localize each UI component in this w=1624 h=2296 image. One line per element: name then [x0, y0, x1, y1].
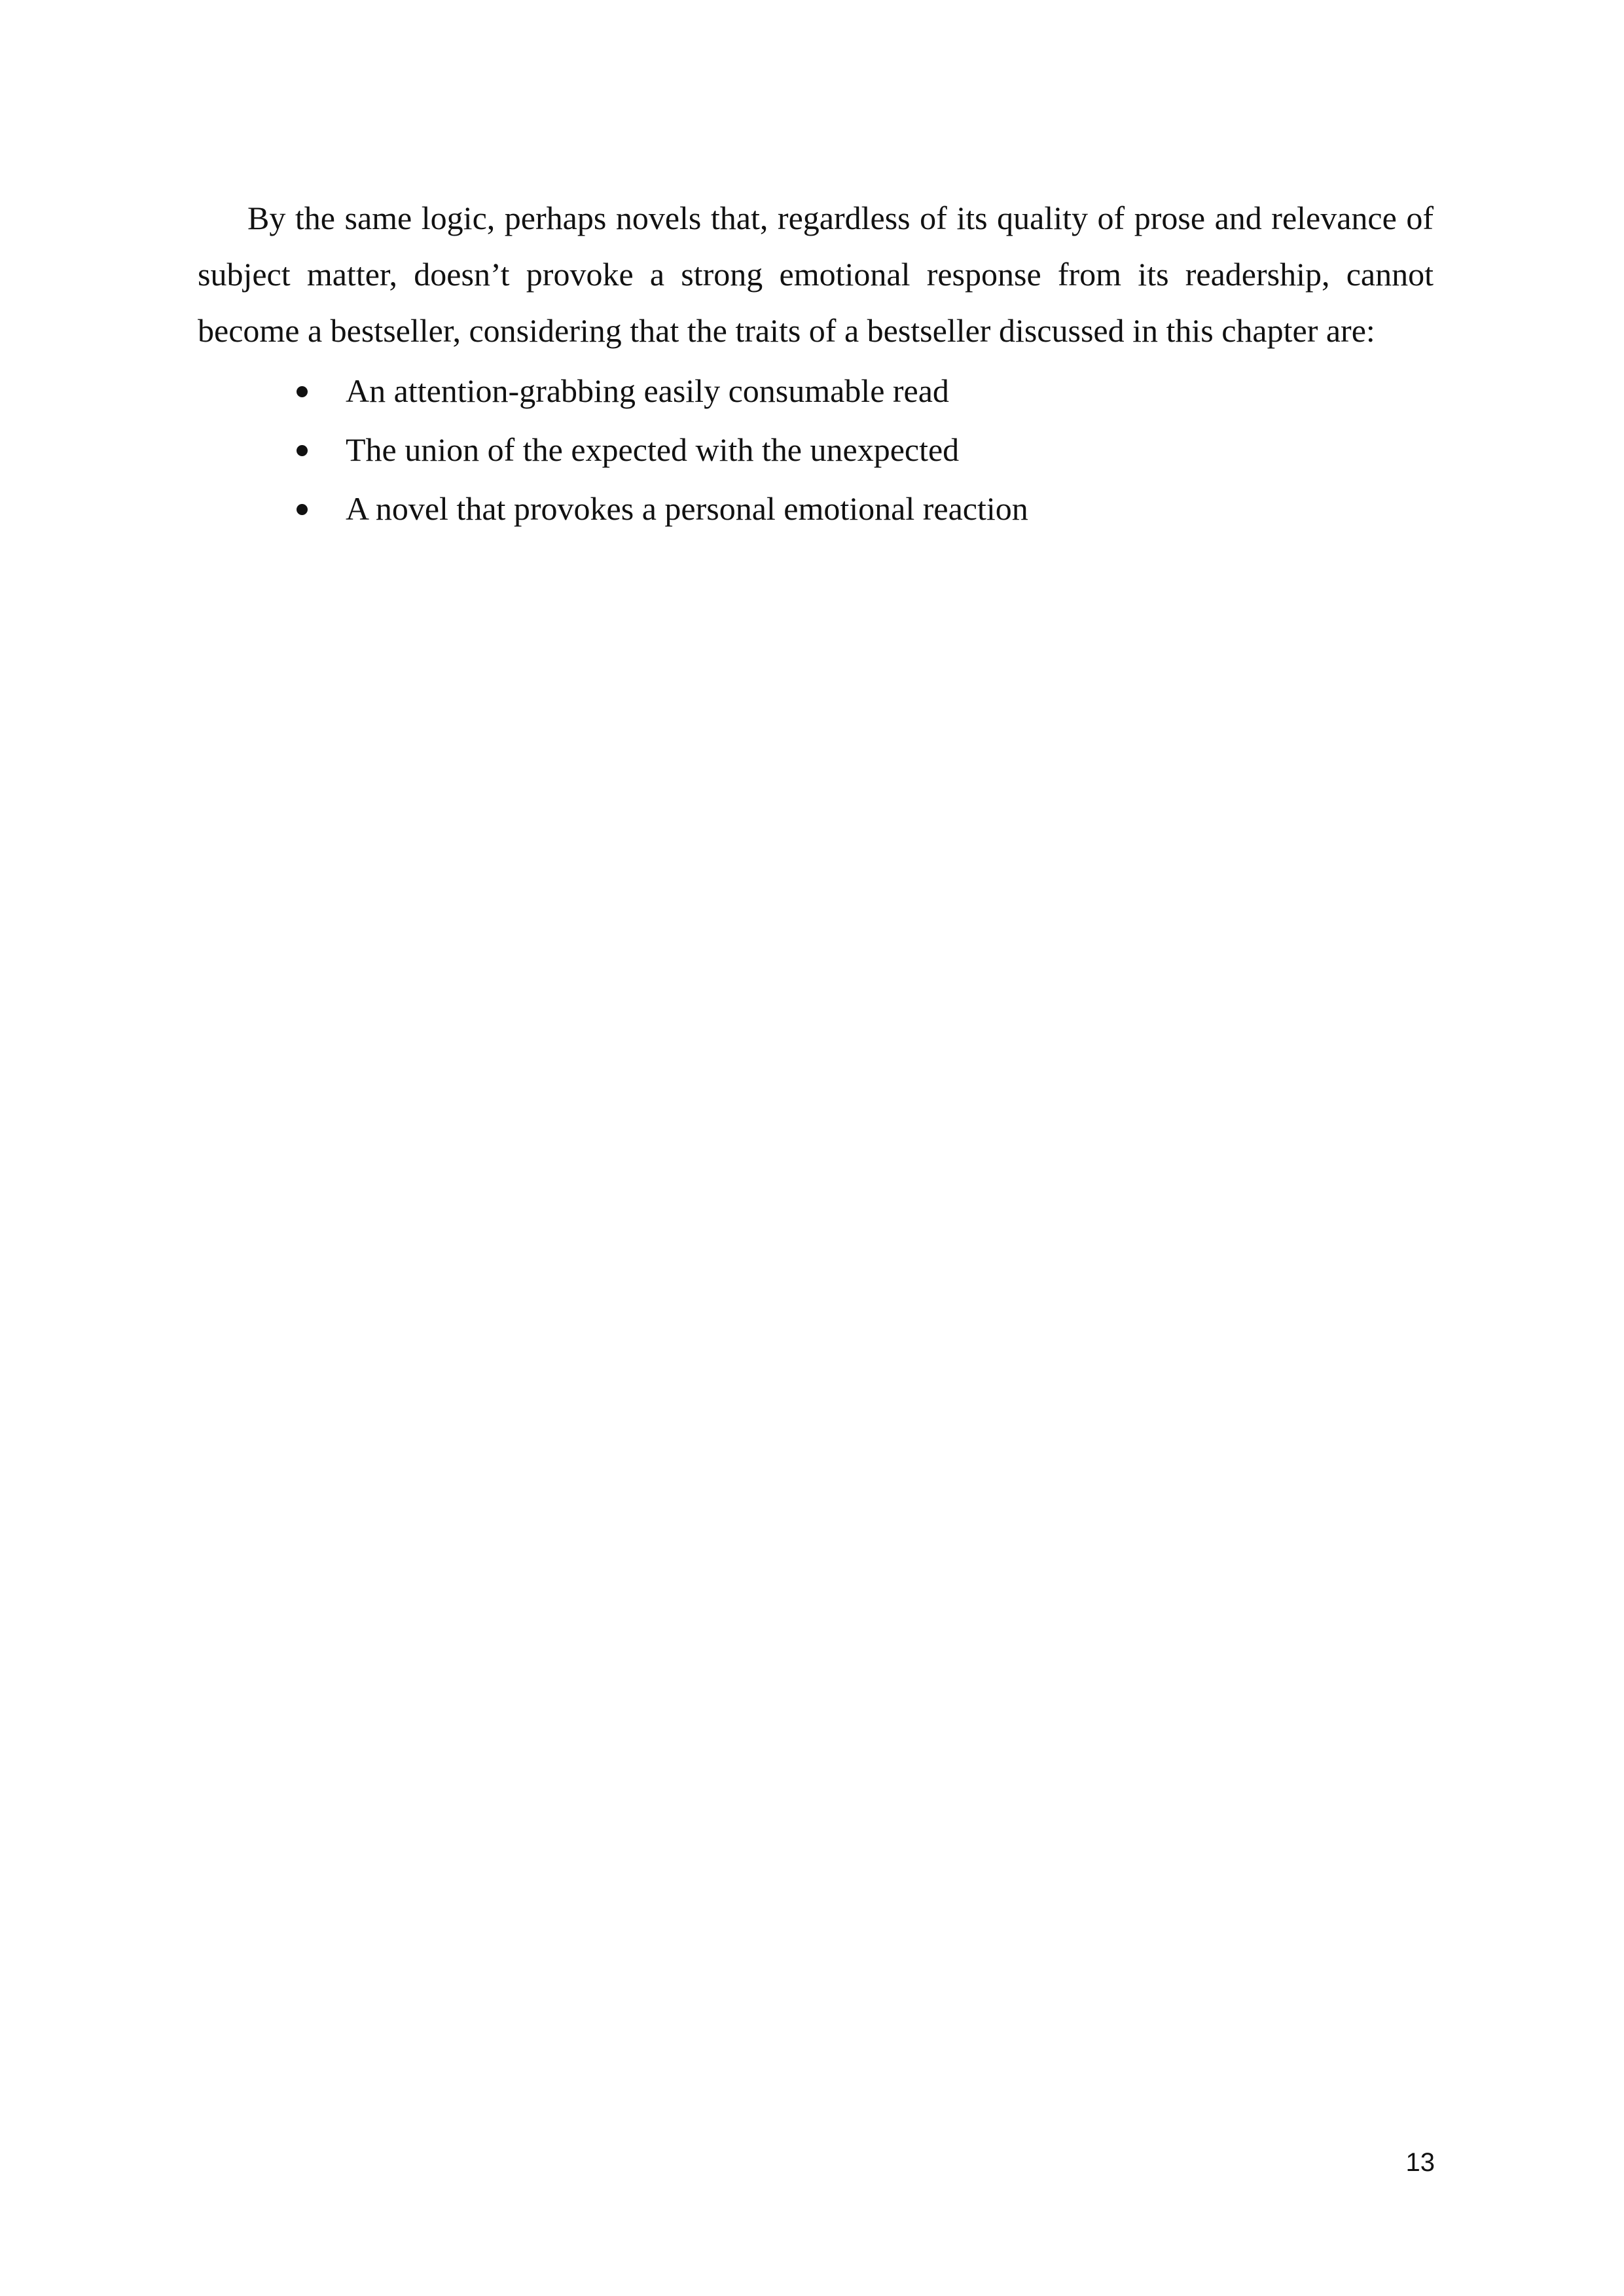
body-paragraph: By the same logic, perhaps novels that, regardless of its quality of prose and relevance of subject matter, doesn’t provoke a strong emotional response from its readership, cannot become a bestseller, considering that the traits of a bestseller discussed in this chapter are:	[198, 200, 1434, 349]
bullet-text: A novel that provokes a personal emotional reaction	[346, 490, 1028, 527]
page-number: 13	[1405, 2148, 1435, 2177]
body-text	[198, 190, 1434, 535]
bullet-item	[198, 361, 1434, 420]
bullet-text: An attention-grabbing easily consumable read	[346, 372, 949, 409]
traits-bullet-list	[198, 361, 1434, 538]
bullet-icon	[297, 445, 308, 456]
bullet-icon	[297, 386, 308, 397]
bullet-item	[198, 479, 1434, 538]
bullet-text: The union of the expected with the unexpected	[346, 431, 960, 468]
bullet-icon	[297, 504, 308, 515]
bullet-item	[198, 420, 1434, 479]
